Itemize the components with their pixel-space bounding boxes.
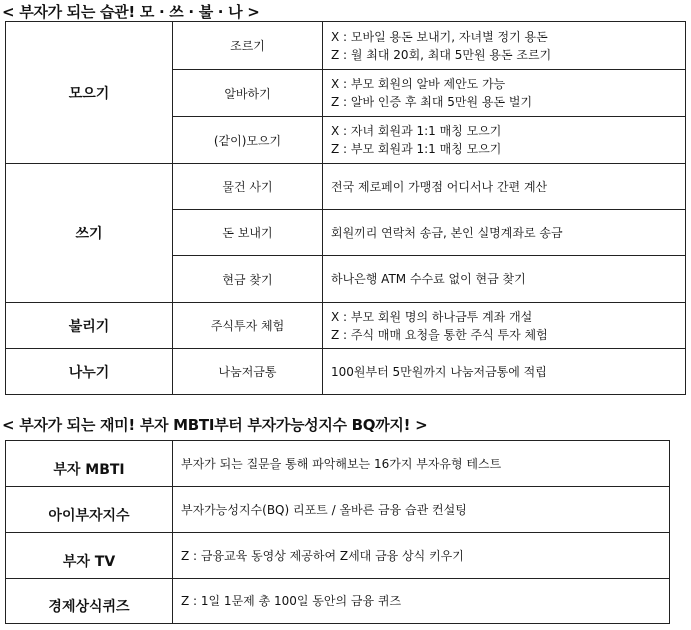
table-row	[6, 22, 686, 70]
desc-cell	[323, 70, 686, 117]
category-cell: 모으기	[6, 22, 173, 164]
table-row	[6, 303, 686, 349]
sub-cell: (같이)모으기	[173, 117, 323, 164]
item-desc-cell: 부자가능성지수(BQ) 리포트 / 올바른 금융 습관 컨설팅	[173, 487, 670, 533]
desc-line: Z : 주식 매매 요청을 통한 주식 투자 체험	[331, 327, 548, 342]
desc-line: X : 자녀 회원과 1:1 매칭 모으기	[331, 124, 502, 138]
table-row	[6, 533, 670, 579]
sub-cell: 돈 보내기	[173, 210, 323, 256]
desc-line: X : 모바일 용돈 보내기, 자녀별 정기 용돈	[331, 29, 548, 44]
section1-title: < 부자가 되는 습관! 모 · 쓰 · 불 · 나 >	[2, 3, 260, 21]
sub-cell: 알바하기	[173, 70, 323, 117]
desc-line: Z : 부모 회원과 1:1 매칭 모으기	[331, 142, 502, 156]
table-row	[6, 579, 670, 624]
item-name-cell: 부자 TV	[6, 533, 173, 579]
habits-table	[5, 21, 686, 395]
table-row	[6, 349, 686, 395]
section2-title: < 부자가 되는 재미! 부자 MBTI부터 부자가능성지수 BQ까지! >	[2, 416, 428, 434]
desc-cell	[323, 22, 686, 70]
category-cell: 쓰기	[6, 164, 173, 303]
category-cell: 불리기	[6, 303, 173, 349]
item-name-cell: 아이부자지수	[6, 487, 173, 533]
sub-cell: 나눔저금통	[173, 349, 323, 395]
desc-cell: 회원끼리 연락처 송금, 본인 실명계좌로 송금	[323, 210, 686, 256]
desc-cell	[323, 117, 686, 164]
item-desc-cell: Z : 금융교육 동영상 제공하여 Z세대 금융 상식 키우기	[173, 533, 670, 579]
desc-cell: 100원부터 5만원까지 나눔저금통에 적립	[323, 349, 686, 395]
item-name-cell: 부자 MBTI	[6, 441, 173, 487]
item-desc-cell: 부자가 되는 질문을 통해 파악해보는 16가지 부자유형 테스트	[173, 441, 670, 487]
desc-line: X : 부모 회원의 알바 제안도 가능	[331, 77, 506, 91]
sub-cell: 주식투자 체험	[173, 303, 323, 349]
desc-line: X : 부모 회원 명의 하나금투 계좌 개설	[331, 309, 533, 324]
sub-cell: 조르기	[173, 22, 323, 70]
item-desc-cell: Z : 1일 1문제 총 100일 동안의 금융 퀴즈	[173, 579, 670, 624]
category-cell: 나누기	[6, 349, 173, 395]
table-row	[6, 164, 686, 210]
desc-cell	[323, 303, 686, 349]
desc-line: Z : 월 최대 20회, 최대 5만원 용돈 조르기	[331, 47, 552, 62]
item-name-cell: 경제상식퀴즈	[6, 579, 173, 624]
sub-cell: 현금 찾기	[173, 256, 323, 303]
desc-cell: 전국 제로페이 가맹점 어디서나 간편 계산	[323, 164, 686, 210]
desc-cell: 하나은행 ATM 수수료 없이 현금 찾기	[323, 256, 686, 303]
table-row	[6, 441, 670, 487]
fun-table	[5, 440, 670, 624]
desc-line: Z : 알바 인증 후 최대 5만원 용돈 벌기	[331, 95, 533, 109]
sub-cell: 물건 사기	[173, 164, 323, 210]
table-row	[6, 487, 670, 533]
